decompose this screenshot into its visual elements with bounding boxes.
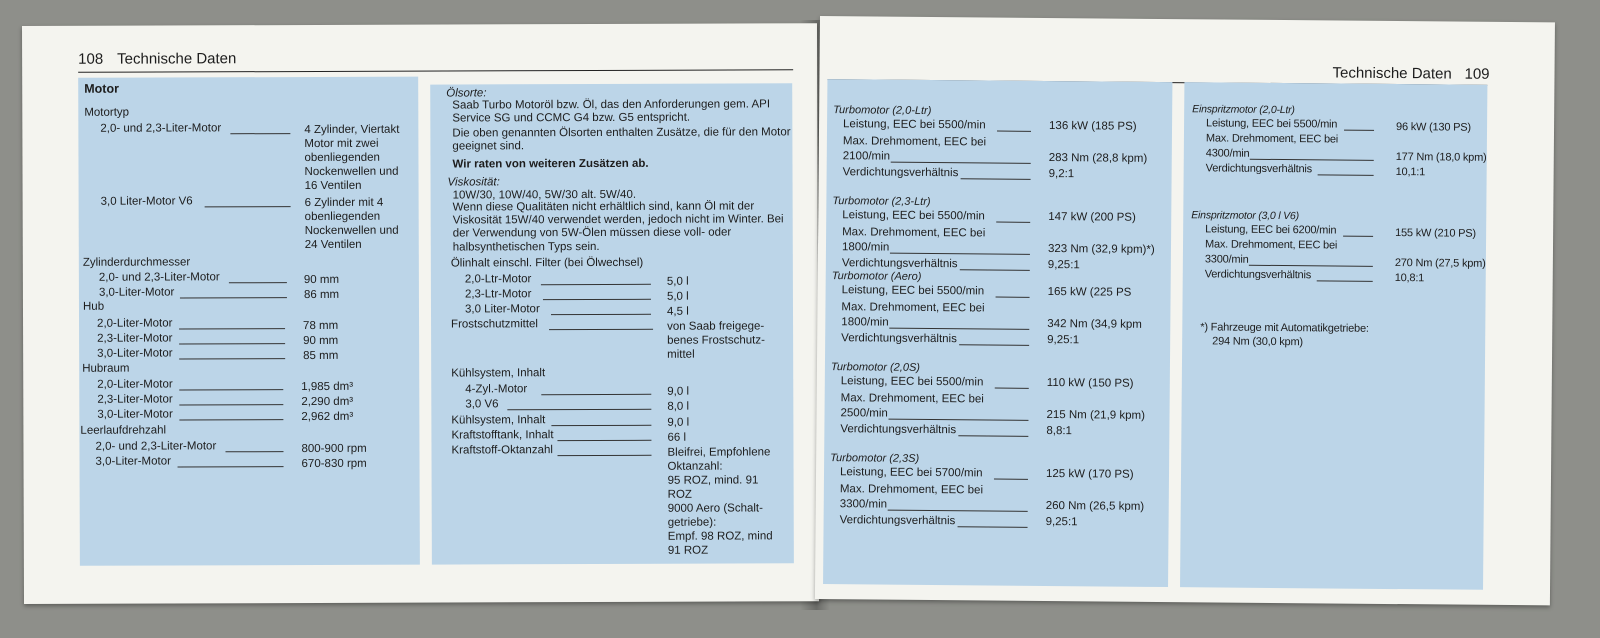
power-label: Leistung, EEC bei 5500/min — [1206, 117, 1338, 131]
torque-value: 215 Nm (21,9 kpm) — [1046, 408, 1146, 422]
torque-rpm: 1800/min — [841, 316, 889, 329]
oil-advice: Wir raten von weiteren Zusätzen ab. — [452, 157, 649, 171]
leader-line — [549, 329, 653, 330]
torque-label: Max. Drehmoment, EEC bei — [839, 483, 984, 497]
ratio-label: Verdichtungsverhältnis — [1205, 162, 1313, 176]
capacity-row-label: 2,3-Ltr-Motor — [464, 288, 532, 301]
ratio-value: 9,25:1 — [1045, 515, 1078, 529]
power-value: 147 kW (200 PS) — [1048, 210, 1136, 224]
leerlauf-row-value: 670-830 rpm — [301, 457, 367, 471]
hub-row-value: 78 mm — [303, 319, 339, 333]
hub-row-value: 90 mm — [303, 334, 339, 348]
leader-line — [180, 297, 287, 298]
hub-row-label: 3,0-Liter-Motor — [97, 347, 173, 360]
leader-line — [179, 389, 283, 390]
power-label: Leistung, EEC bei 5500/min — [840, 375, 984, 389]
torque-value: 342 Nm (34,9 kpm — [1047, 317, 1142, 331]
tank-label: Kraftstofftank, Inhalt — [451, 429, 554, 442]
page-number-right: 109 — [1464, 65, 1490, 83]
oil-panel — [430, 83, 794, 564]
capacity-title: Ölinhalt einschl. Filter (bei Ölwechsel) — [450, 256, 644, 270]
octane-value-2: 95 ROZ, mind. 91 — [667, 474, 759, 487]
leader-line — [996, 222, 1030, 223]
hubraum-row-label: 2,0-Liter-Motor — [97, 378, 173, 391]
leader-line — [558, 455, 652, 456]
capacity-row-value: 4,5 l — [666, 305, 689, 318]
leader-line — [1317, 280, 1373, 281]
octane-value-5: getriebe): — [667, 516, 717, 529]
torque-value: 323 Nm (32,9 kpm)*) — [1047, 242, 1155, 256]
motor-panel — [78, 77, 420, 566]
octane-value-6: Empf. 98 ROZ, mind — [667, 530, 773, 543]
engine-title: Turbomotor (2,3-Ltr) — [832, 195, 931, 208]
leader-line — [1318, 174, 1374, 175]
power-value: 165 kW (225 PS — [1047, 285, 1132, 299]
footnote: *) Fahrzeuge mit Automatikgetriebe: — [1200, 321, 1369, 335]
leader-line — [541, 394, 651, 395]
zyl-row-label: 3,0-Liter-Motor — [98, 286, 175, 299]
leerlauf-row-label: 2,0- und 2,3-Liter-Motor — [95, 440, 217, 453]
power-label: Leistung, EEC bei 5500/min — [843, 118, 986, 132]
power-label: Leistung, EEC bei 5500/min — [841, 284, 985, 298]
ratio-label: Verdichtungsverhältnis — [839, 514, 956, 528]
torque-value: 270 Nm (27,5 kpm) — [1394, 257, 1486, 270]
torque-value: 177 Nm (18,0 kpm) — [1395, 151, 1487, 164]
zyl-row-value: 90 mm — [303, 273, 340, 287]
capacity-row-label: 2,0-Ltr-Motor — [464, 273, 532, 286]
power-label: Leistung, EEC bei 5700/min — [839, 466, 983, 480]
leader-line — [557, 440, 651, 441]
ratio-label: Verdichtungsverhältnis — [840, 423, 957, 437]
torque-label: Max. Drehmoment, EEC bei — [842, 135, 987, 149]
leader-line — [959, 344, 1029, 346]
hub-row-value: 85 mm — [303, 349, 339, 363]
hubraum-row-value: 2,962 dm³ — [301, 410, 354, 424]
motortyp-23-v1: Motor mit zwei — [304, 137, 379, 151]
leader-line — [994, 479, 1028, 480]
frost-label: Frostschutzmittel — [451, 318, 538, 331]
leader-line — [958, 526, 1028, 528]
cooling2-label: Kühlsystem, Inhalt — [451, 414, 546, 427]
hubraum-row-label: 2,3-Liter-Motor — [97, 393, 173, 406]
page-number-left: 108 — [78, 50, 104, 68]
hubraum-row-value: 2,290 dm³ — [301, 395, 354, 409]
leader-line — [1343, 236, 1373, 237]
leader-line — [961, 178, 1031, 180]
engine-title: Turbomotor (2,0S) — [830, 361, 921, 374]
motortyp-23-v4: 16 Ventilen — [304, 179, 362, 193]
leader-line — [229, 282, 287, 283]
torque-value: 260 Nm (26,5 kpm) — [1045, 499, 1145, 513]
torque-rpm: 3300/min — [839, 498, 888, 511]
motortyp-23-v3: Nockenwellen und — [304, 165, 399, 179]
leader-line — [960, 269, 1030, 271]
octane-value-0: Bleifrei, Empfohlene — [667, 446, 771, 459]
cooling-row-value: 8,0 l — [667, 400, 690, 413]
leader-line — [543, 299, 651, 300]
power-value: 136 kW (185 PS) — [1048, 120, 1137, 133]
motortyp-23-label: 2,0- und 2,3-Liter-Motor — [100, 122, 222, 135]
hub-row-label: 2,3-Liter-Motor — [97, 332, 173, 345]
torque-label: Max. Drehmoment, EEC bei — [842, 226, 986, 240]
engine-title: Turbomotor (Aero) — [831, 270, 922, 283]
leader-line — [997, 131, 1031, 132]
power-label: Leistung, EEC bei 5500/min — [842, 209, 985, 223]
frost-value-2: mittel — [667, 348, 695, 361]
oil-title: Ölsorte: — [446, 87, 487, 100]
oil-text2: Die oben genannten Ölsorten enthalten Zusätze, die für den Motor geeignet sind. — [452, 126, 791, 153]
motortyp-v6-v3: 24 Ventilen — [304, 238, 362, 252]
visc-values: 10W/30, 10W/40, 5W/30 alt. 5W/40. — [452, 188, 637, 202]
ratio-label: Verdichtungsverhältnis — [841, 332, 957, 346]
leader-line — [995, 388, 1029, 389]
zyl-row-label: 2,0- und 2,3-Liter-Motor — [98, 271, 220, 284]
einspritz-panel — [1180, 82, 1487, 590]
cooling-row-value: 9,0 l — [667, 385, 690, 398]
torque-rpm: 1800/min — [841, 241, 890, 254]
hubraum-row-value: 1,985 dm³ — [301, 380, 354, 394]
motortyp-v6-v0: 6 Zylinder mit 4 — [304, 196, 384, 210]
cooling-row-label: 3,0 V6 — [465, 398, 499, 411]
footnote-value: 294 Nm (30,0 kpm) — [1212, 335, 1303, 349]
hubraum-row-label: 3,0-Liter-Motor — [97, 408, 173, 421]
capacity-row-label: 3,0 Liter-Motor — [464, 303, 540, 316]
torque-label: Max. Drehmoment, EEC bei — [840, 392, 984, 406]
engine-title: Einspritzmotor (2,0-Ltr) — [1192, 103, 1295, 117]
octane-value-7: 91 ROZ — [667, 544, 709, 557]
torque-rpm: 3300/min — [1204, 253, 1249, 266]
motor-title: Motor — [84, 81, 119, 96]
leader-line — [179, 343, 285, 344]
hub-row-label: 2,0-Liter-Motor — [97, 317, 173, 330]
leader-line — [1249, 265, 1373, 267]
leerlauf-heading: Leerlaufdrehzahl — [80, 424, 167, 437]
ratio-value: 9,25:1 — [1047, 258, 1080, 272]
torque-label: Max. Drehmoment, EEC bei — [1204, 238, 1338, 252]
motortyp-v6-v1: obenliegenden — [304, 210, 381, 224]
torque-label: Max. Drehmoment, EEC bei — [1205, 132, 1339, 146]
leader-line — [179, 358, 285, 359]
frost-value-1: benes Frostschutz- — [667, 334, 765, 347]
leader-line — [179, 419, 283, 420]
capacity-row-value: 5,0 l — [666, 275, 689, 288]
ratio-value: 8,8:1 — [1046, 424, 1073, 438]
motortyp-23-v0: 4 Zylinder, Viertakt — [304, 123, 400, 137]
torque-rpm: 4300/min — [1205, 147, 1250, 160]
zyl-row-value: 86 mm — [303, 288, 340, 302]
frost-value-0: von Saab freigege- — [667, 320, 765, 333]
leader-line — [996, 297, 1030, 298]
motortyp-23-v2: obenliegenden — [304, 151, 380, 165]
power-label: Leistung, EEC bei 6200/min — [1205, 223, 1337, 237]
leader-line — [551, 425, 651, 426]
leerlauf-row-label: 3,0-Liter-Motor — [95, 455, 171, 468]
engine-title: Einspritzmotor (3,0 l V6) — [1191, 209, 1299, 223]
torque-label: Max. Drehmoment, EEC bei — [841, 301, 985, 315]
cooling-title: Kühlsystem, Inhalt — [451, 367, 546, 380]
ratio-value: 10,8:1 — [1394, 272, 1425, 285]
zylinder-heading: Zylinderdurchmesser — [82, 256, 191, 269]
leader-line — [1344, 130, 1374, 131]
motortyp-v6-label: 3,0 Liter-Motor V6 — [100, 195, 193, 208]
ratio-label: Verdichtungsverhältnis — [841, 257, 958, 271]
power-value: 110 kW (150 PS) — [1046, 376, 1134, 390]
power-value: 96 kW (130 PS) — [1396, 121, 1471, 134]
leader-line — [1250, 159, 1374, 161]
power-value: 155 kW (210 PS) — [1395, 227, 1476, 240]
leader-line — [507, 409, 651, 411]
header-right: Technische Daten — [1332, 64, 1452, 83]
visc-text: Wenn diese Qualitäten nicht erhältlich sind, kann Öl mit der Viskosität 15W/40 verwendet werden, jedoch nicht im Winter. Bei der Verwendung von 5W-Ölen müssen diese voll- oder halbsynthetischen Typs sein. — [452, 200, 784, 254]
hubraum-heading: Hubraum — [82, 362, 130, 375]
torque-rpm: 2100/min — [842, 150, 891, 163]
torque-value: 283 Nm (28,8 kpm) — [1048, 152, 1148, 165]
leader-line — [889, 328, 1029, 330]
torque-rpm: 2500/min — [840, 407, 888, 420]
ratio-value: 9,2:1 — [1048, 168, 1075, 181]
tank-value: 66 l — [667, 431, 687, 444]
leader-line — [890, 253, 1030, 255]
visc-title: Viskosität: — [447, 176, 500, 189]
header-rule-left — [78, 69, 793, 72]
leader-line — [230, 133, 290, 134]
engine-title: Turbomotor (2,3S) — [830, 452, 920, 465]
oil-text: Saab Turbo Motoröl bzw. Öl, das den Anforderungen gem. API Service SG und CCMC G4 bzw. G5 entspricht. — [452, 98, 771, 125]
cooling2-value: 9,0 l — [667, 416, 690, 429]
leader-line — [178, 466, 284, 467]
leader-line — [179, 328, 285, 329]
leader-line — [225, 451, 283, 452]
leader-line — [205, 206, 291, 207]
leader-line — [891, 162, 1031, 164]
cooling-row-label: 4-Zyl.-Motor — [465, 383, 528, 396]
octane-label: Kraftstoff-Oktanzahl — [451, 444, 553, 457]
leader-line — [179, 404, 283, 405]
ratio-label: Verdichtungsverhältnis — [842, 166, 959, 180]
octane-value-4: 9000 Aero (Schalt- — [667, 502, 763, 515]
motortyp-heading: Motortyp — [84, 106, 130, 119]
ratio-value: 10,1:1 — [1395, 166, 1426, 179]
leader-line — [551, 314, 651, 315]
ratio-label: Verdichtungsverhältnis — [1204, 268, 1312, 282]
leader-line — [888, 510, 1028, 512]
leader-line — [958, 435, 1028, 437]
motortyp-v6-v2: Nockenwellen und — [304, 224, 399, 238]
right-page — [815, 16, 1555, 605]
turbo-panel — [823, 79, 1172, 587]
left-page — [22, 23, 819, 604]
leerlauf-row-value: 800-900 rpm — [301, 442, 367, 456]
leader-line — [888, 419, 1028, 421]
power-value: 125 kW (170 PS) — [1045, 467, 1134, 481]
capacity-row-value: 5,0 l — [666, 290, 689, 303]
ratio-value: 9,25:1 — [1047, 333, 1080, 347]
leader-line — [541, 284, 651, 285]
header-left: Technische Daten — [117, 50, 237, 68]
engine-title: Turbomotor (2,0-Ltr) — [833, 104, 932, 117]
hub-heading: Hub — [82, 300, 105, 313]
octane-value-3: ROZ — [667, 488, 692, 501]
octane-value-1: Oktanzahl: — [667, 460, 723, 473]
